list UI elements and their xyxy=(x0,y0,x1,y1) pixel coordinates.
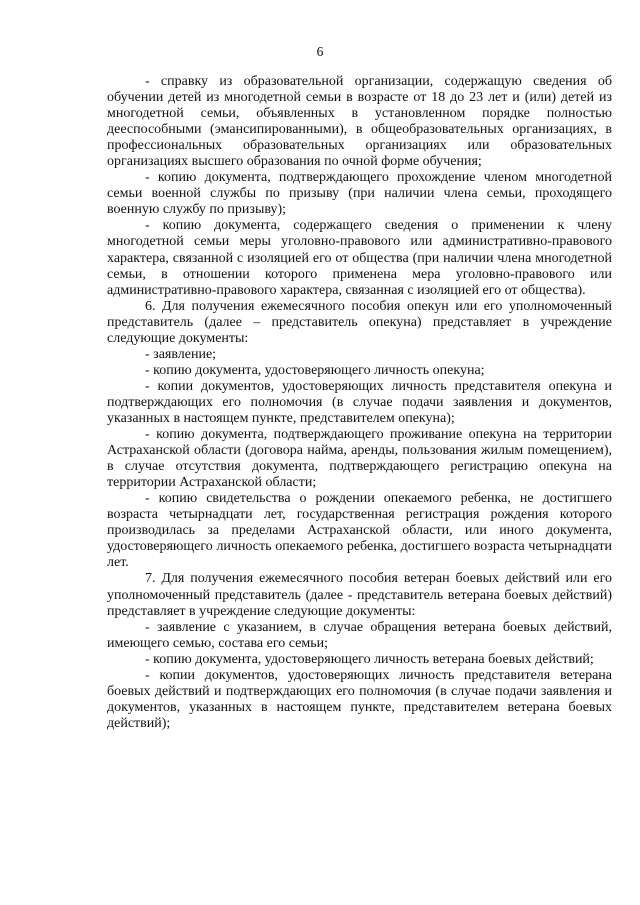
document-body xyxy=(107,74,612,732)
paragraph-birth-certificate: - копию свидетельства о рождении опекаемого ребенка, не достигшего возраста четырнадцати лет, государственная регистрация рождения которого производилась за пределами Астраханской области, или иного документа, удостоверяющего личность опекаемого ребенка, достигшего возраста четырнадцати лет. xyxy=(107,491,612,571)
paragraph-application: - заявление; xyxy=(145,346,217,362)
paragraph-veteran-id: - копию документа, удостоверяющего личность ветерана боевых действий; xyxy=(145,651,594,667)
page-number: 6 xyxy=(316,44,324,59)
paragraph-section-7-intro: 7. Для получения ежемесячного пособия ветеран боевых действий или его уполномоченный представитель (далее - представитель ветерана боевых действий) представляет в учреждение следующие документы: xyxy=(107,571,612,619)
paragraph-veteran-representative: - копии документов, удостоверяющих личность представителя ветерана боевых действий и подтверждающих его полномочия (в случае подачи заявления и документов, указанных в настоящем пункте, представителем ветерана боевых действий); xyxy=(107,667,612,731)
paragraph-representative-id: - копии документов, удостоверяющих личность представителя опекуна и подтверждающих его полномочия (в случае подачи заявления и документов, указанных в настоящем пункте, представителем опекуна); xyxy=(107,378,612,426)
paragraph-isolation-measure: - копию документа, содержащего сведения о применении к члену многодетной семьи меры уголовно-правового или административно-правового характера, связанной с изоляцией его от общества (при наличии члена многодетной семьи, в отношении которого применена мера уголовно-правового или административно-правового характера, связанная с изоляцией его от общества). xyxy=(107,218,612,298)
paragraph-military-service: - копию документа, подтверждающего прохождение членом многодетной семьи военной службы по призыву (при наличии члена семьи, проходящего военную службу по призыву); xyxy=(107,170,612,218)
paragraph-section-6-intro: 6. Для получения ежемесячного пособия опекун или его уполномоченный представитель (далее – представитель опекуна) представляет в учреждение следующие документы: xyxy=(107,298,612,346)
paragraph-education-certificate: - справку из образовательной организации, содержащую сведения об обучении детей из многодетной семьи в возрасте от 18 до 23 лет и (или) детей из многодетной семьи, объявленных в установленном порядке полностью дееспособными (эмансипированными), в общеобразовательных организациях, в профессиональных образовательных организациях или образовательных организациях высшего образования по очной форме обучения; xyxy=(107,74,612,170)
paragraph-veteran-application: - заявление с указанием, в случае обращения ветерана боевых действий, имеющего семью, состава его семьи; xyxy=(107,619,612,651)
paragraph-residence-proof: - копию документа, подтверждающего проживание опекуна на территории Астраханской области (договора найма, аренды, пользования жилым помещением), в случае отсутствия документа, подтверждающего регистрацию опекуна на территории Астраханской области; xyxy=(107,427,612,491)
paragraph-guardian-id: - копию документа, удостоверяющего личность опекуна; xyxy=(145,362,485,378)
